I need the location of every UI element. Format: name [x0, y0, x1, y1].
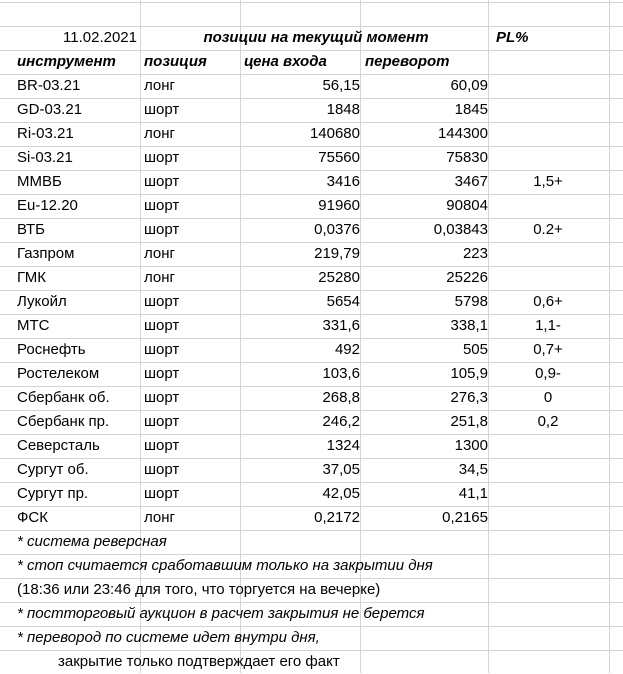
- cell-position[interactable]: лонг: [144, 509, 176, 526]
- cell-pl[interactable]: [492, 482, 604, 506]
- cell-instrument[interactable]: ММВБ: [17, 173, 62, 190]
- cell-pl[interactable]: [492, 458, 604, 482]
- cell-pl[interactable]: [492, 266, 604, 290]
- cell-position[interactable]: шорт: [144, 413, 180, 430]
- cell-position[interactable]: шорт: [144, 437, 180, 454]
- cell-position[interactable]: шорт: [144, 341, 180, 358]
- cell-instrument[interactable]: МТС: [17, 317, 50, 334]
- cell-instrument[interactable]: ГМК: [17, 269, 47, 286]
- cell-pl[interactable]: [492, 122, 604, 146]
- cell-reversal[interactable]: 505: [462, 341, 488, 358]
- note-line[interactable]: * система реверсная: [17, 533, 167, 550]
- cell-pl[interactable]: [492, 506, 604, 530]
- cell-reversal[interactable]: 0,03843: [433, 221, 488, 238]
- table-row: [0, 458, 623, 482]
- cell-entry[interactable]: 25280: [318, 269, 360, 286]
- cell-instrument[interactable]: Сургут об.: [17, 461, 89, 478]
- cell-entry[interactable]: 91960: [318, 197, 360, 214]
- header-reversal[interactable]: переворот: [365, 53, 450, 70]
- note-line[interactable]: * постторговый аукцион в расчет закрытия не берется: [17, 605, 425, 622]
- cell-reversal[interactable]: 25226: [446, 269, 488, 286]
- cell-reversal[interactable]: 338,1: [450, 317, 488, 334]
- cell-reversal[interactable]: 41,1: [458, 485, 488, 502]
- header-position[interactable]: позиция: [144, 53, 207, 70]
- cell-pl[interactable]: [492, 98, 604, 122]
- table-row: [0, 74, 623, 98]
- table-row: [0, 242, 623, 266]
- cell-entry[interactable]: 1848: [326, 101, 360, 118]
- cell-instrument[interactable]: Сургут пр.: [17, 485, 89, 502]
- cell-pl[interactable]: [492, 74, 604, 98]
- cell-instrument[interactable]: Газпром: [17, 245, 75, 262]
- cell-instrument[interactable]: Eu-12.20: [17, 197, 78, 214]
- cell-reversal[interactable]: 0,2165: [442, 509, 488, 526]
- table-row: [0, 266, 623, 290]
- cell-instrument[interactable]: ВТБ: [17, 221, 46, 238]
- cell-reversal[interactable]: 5798: [454, 293, 488, 310]
- cell-position[interactable]: лонг: [144, 125, 176, 142]
- title-row: [0, 26, 623, 50]
- cell-instrument[interactable]: Северсталь: [17, 437, 100, 454]
- cell-position[interactable]: шорт: [144, 317, 180, 334]
- cell-entry[interactable]: 1324: [326, 437, 360, 454]
- cell-reversal[interactable]: 34,5: [458, 461, 488, 478]
- cell-position[interactable]: лонг: [144, 77, 176, 94]
- cell-entry[interactable]: 103,6: [322, 365, 360, 382]
- cell-entry[interactable]: 268,8: [322, 389, 360, 406]
- cell-instrument[interactable]: Ri-03.21: [17, 125, 74, 142]
- cell-instrument[interactable]: Si-03.21: [17, 149, 73, 166]
- cell-reversal[interactable]: 105,9: [450, 365, 488, 382]
- cell-reversal[interactable]: 144300: [437, 125, 488, 142]
- table-row: [0, 434, 623, 458]
- table-row: [0, 290, 623, 314]
- table-row: [0, 410, 623, 434]
- cell-instrument[interactable]: Лукойл: [17, 293, 67, 310]
- table-row: [0, 98, 623, 122]
- table-row: [0, 506, 623, 530]
- cell-pl[interactable]: [492, 434, 604, 458]
- header-row: [0, 50, 623, 74]
- cell-reversal[interactable]: 1845: [454, 101, 488, 118]
- table-row: [0, 194, 623, 218]
- cell-pl[interactable]: [492, 194, 604, 218]
- cell-instrument[interactable]: GD-03.21: [17, 101, 83, 118]
- table-row: [0, 146, 623, 170]
- cell-pl[interactable]: [492, 146, 604, 170]
- cell-entry[interactable]: 37,05: [322, 461, 360, 478]
- cell-pl[interactable]: 0,7+: [533, 341, 563, 358]
- cell-pl[interactable]: 0,2: [537, 413, 559, 430]
- cell-reversal[interactable]: 276,3: [450, 389, 488, 406]
- cell-reversal[interactable]: 1300: [454, 437, 488, 454]
- table-row: [0, 482, 623, 506]
- cell-position[interactable]: шорт: [144, 221, 180, 238]
- cell-position[interactable]: шорт: [144, 365, 180, 382]
- cell-position[interactable]: лонг: [144, 269, 176, 286]
- cell-pl[interactable]: 0.2+: [533, 221, 563, 238]
- table-row: [0, 362, 623, 386]
- cell-pl[interactable]: 0,6+: [533, 293, 563, 310]
- cell-position[interactable]: шорт: [144, 197, 180, 214]
- cell-position[interactable]: шорт: [144, 485, 180, 502]
- cell-entry[interactable]: 246,2: [322, 413, 360, 430]
- table-row: [0, 338, 623, 362]
- note-line[interactable]: (18:36 или 23:46 для того, что торгуется на вечерке): [17, 581, 381, 598]
- cell-pl[interactable]: [492, 242, 604, 266]
- cell-entry[interactable]: 56,15: [322, 77, 360, 94]
- cell-entry[interactable]: 75560: [318, 149, 360, 166]
- cell-reversal[interactable]: 90804: [446, 197, 488, 214]
- cell-entry[interactable]: 0,2172: [314, 509, 360, 526]
- note-line[interactable]: * перевород по системе идет внутри дня,: [17, 629, 320, 646]
- cell-reversal[interactable]: 3467: [454, 173, 488, 190]
- cell-entry[interactable]: 42,05: [322, 485, 360, 502]
- cell-pl[interactable]: 0,9-: [535, 365, 561, 382]
- table-row: [0, 386, 623, 410]
- table-row: [0, 170, 623, 194]
- cell-reversal[interactable]: 75830: [446, 149, 488, 166]
- table-row: [0, 314, 623, 338]
- gridline-horizontal: [0, 2, 623, 3]
- cell-entry[interactable]: 219,79: [314, 245, 360, 262]
- cell-position[interactable]: шорт: [144, 101, 180, 118]
- date-cell[interactable]: 11.02.2021: [63, 29, 137, 46]
- pl-header-cell[interactable]: PL%: [496, 29, 529, 46]
- table-row: [0, 122, 623, 146]
- table-row: [0, 218, 623, 242]
- cell-entry[interactable]: 3416: [326, 173, 360, 190]
- cell-reversal[interactable]: 223: [462, 245, 488, 262]
- cell-instrument[interactable]: Ростелеком: [17, 365, 100, 382]
- cell-pl[interactable]: 1,1-: [535, 317, 561, 334]
- cell-position[interactable]: шорт: [144, 149, 180, 166]
- cell-entry[interactable]: 140680: [309, 125, 360, 142]
- cell-entry[interactable]: 492: [334, 341, 360, 358]
- cell-reversal[interactable]: 60,09: [450, 77, 488, 94]
- cell-entry[interactable]: 331,6: [322, 317, 360, 334]
- cell-position[interactable]: шорт: [144, 173, 180, 190]
- cell-instrument[interactable]: Роснефть: [17, 341, 86, 358]
- cell-position[interactable]: шорт: [144, 461, 180, 478]
- note-line[interactable]: закрытие только подтверждает его факт: [58, 653, 340, 670]
- header-entry-price[interactable]: цена входа: [244, 53, 327, 70]
- cell-position[interactable]: шорт: [144, 293, 180, 310]
- cell-position[interactable]: лонг: [144, 245, 176, 262]
- cell-instrument[interactable]: Сбербанк об.: [17, 389, 110, 406]
- note-line[interactable]: * стоп считается сработавшим только на закрытии дня: [17, 557, 433, 574]
- cell-instrument[interactable]: Сбербанк пр.: [17, 413, 110, 430]
- title-cell[interactable]: позиции на текущий момент: [203, 29, 429, 46]
- cell-entry[interactable]: 0,0376: [314, 221, 360, 238]
- cell-entry[interactable]: 5654: [326, 293, 360, 310]
- cell-reversal[interactable]: 251,8: [450, 413, 488, 430]
- cell-instrument[interactable]: BR-03.21: [17, 77, 81, 94]
- cell-position[interactable]: шорт: [144, 389, 180, 406]
- header-instrument[interactable]: инструмент: [17, 53, 116, 70]
- cell-instrument[interactable]: ФСК: [17, 509, 48, 526]
- cell-pl[interactable]: 1,5+: [533, 173, 563, 190]
- cell-pl[interactable]: 0: [543, 389, 553, 406]
